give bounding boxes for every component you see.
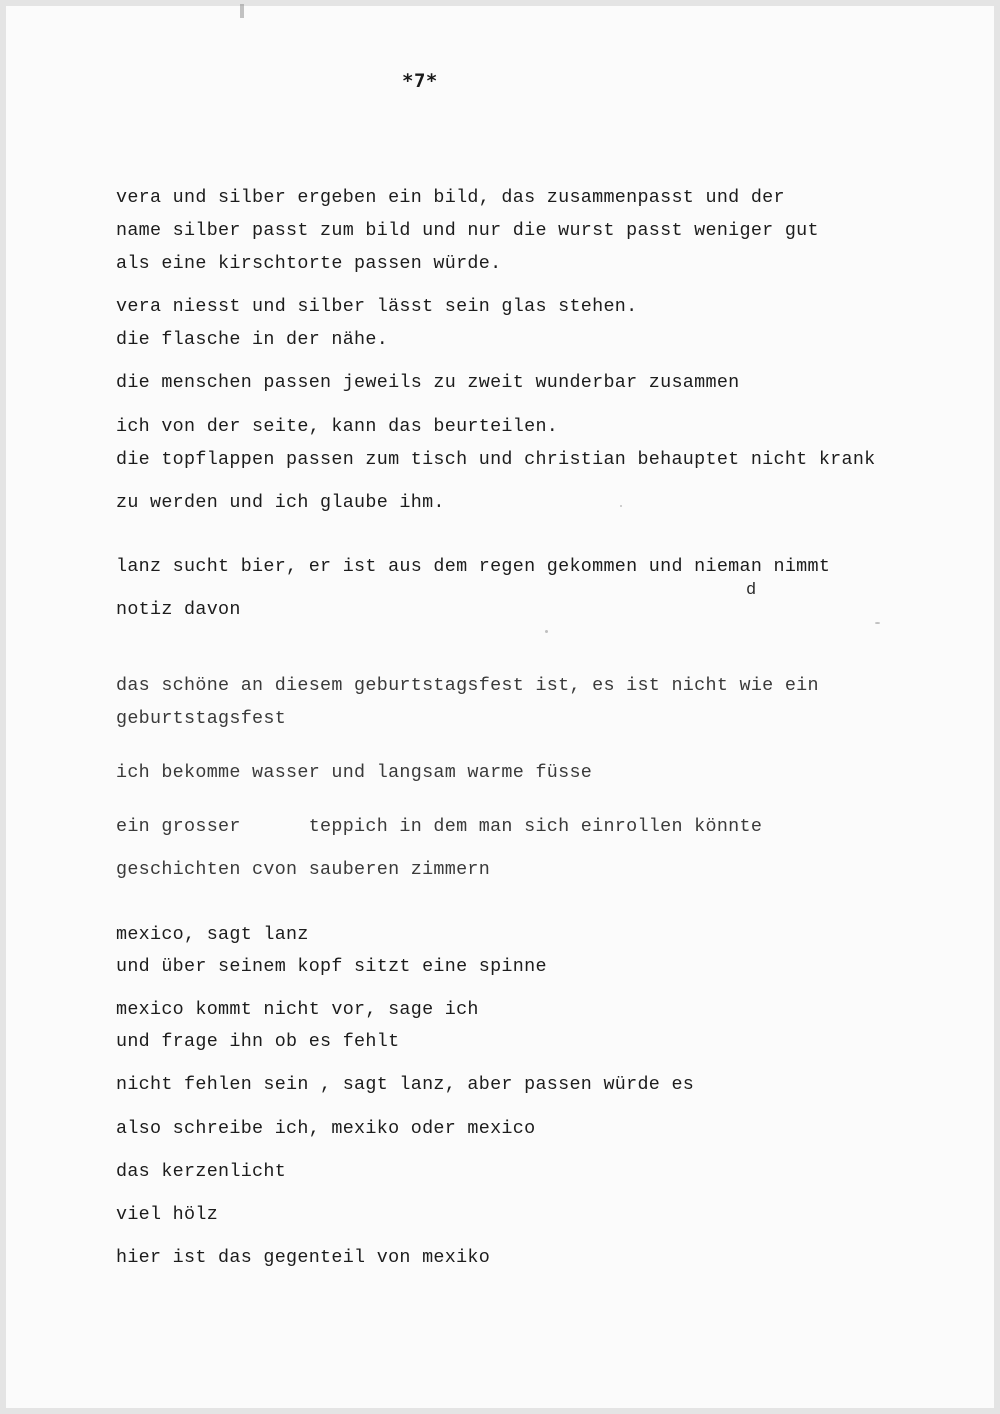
text-line: geburtstagsfest bbox=[116, 708, 287, 729]
text-line: lanz sucht bier, er ist aus dem regen gekommen und nieman nimmt bbox=[116, 556, 831, 577]
text-line: nicht fehlen sein , sagt lanz, aber passen würde es bbox=[116, 1074, 695, 1095]
text-line: die flasche in der nähe. bbox=[116, 329, 389, 350]
text-line: ich von der seite, kann das beurteilen. bbox=[116, 416, 559, 437]
text-line: als eine kirschtorte passen würde. bbox=[116, 253, 502, 274]
text-line: name silber passt zum bild und nur die wurst passt weniger gut bbox=[116, 220, 819, 241]
text-line: das schöne an diesem geburtstagsfest ist, es ist nicht wie ein bbox=[116, 675, 819, 696]
text-line: die menschen passen jeweils zu zweit wunderbar zusammen bbox=[116, 372, 740, 393]
text-line: ich bekomme wasser und langsam warme füsse bbox=[116, 762, 593, 783]
text-line: mexico, sagt lanz bbox=[116, 924, 309, 945]
text-line: und über seinem kopf sitzt eine spinne bbox=[116, 956, 547, 977]
text-line: vera und silber ergeben ein bild, das zusammenpasst und der bbox=[116, 187, 785, 208]
page-number: *7* bbox=[402, 70, 438, 92]
paper-speck bbox=[545, 630, 548, 633]
text-line: notiz davon bbox=[116, 599, 241, 620]
ink-smudge bbox=[240, 4, 244, 18]
text-line: geschichten cvon sauberen zimmern bbox=[116, 859, 491, 880]
text-line: ein grosser teppich in dem man sich einrollen könnte bbox=[116, 816, 763, 837]
text-line: hier ist das gegenteil von mexiko bbox=[116, 1247, 491, 1268]
text-line: also schreibe ich, mexiko oder mexico bbox=[116, 1118, 536, 1139]
text-line: das kerzenlicht bbox=[116, 1161, 287, 1182]
paper-speck bbox=[620, 505, 622, 507]
text-line: mexico kommt nicht vor, sage ich bbox=[116, 999, 479, 1020]
text-line: die topflappen passen zum tisch und christian behauptet nicht krank bbox=[116, 449, 876, 470]
text-line: vera niesst und silber lässt sein glas stehen. bbox=[116, 296, 638, 317]
paper-speck bbox=[875, 622, 880, 624]
text-line: und frage ihn ob es fehlt bbox=[116, 1031, 400, 1052]
text-line: zu werden und ich glaube ihm. bbox=[116, 492, 445, 513]
inserted-letter: d bbox=[746, 581, 757, 600]
text-line: viel hölz bbox=[116, 1204, 219, 1225]
